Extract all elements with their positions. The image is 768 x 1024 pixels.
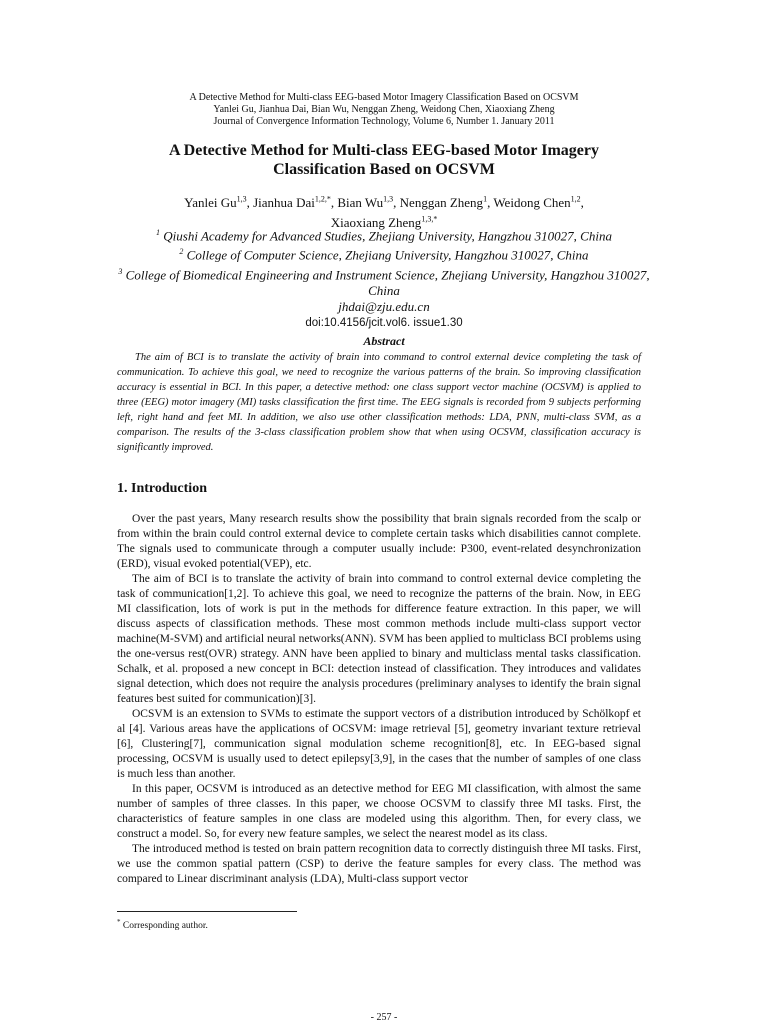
footnote-text: Corresponding author. — [122, 921, 208, 932]
author: Nenggan Zheng$^1$, — [399, 195, 494, 211]
paper-title — [100, 141, 668, 179]
body-paragraph: OCSVM is an extension to SVMs to estimate the support vectors of a distribution introduced by Schölkopf et al [4]. Various areas have the applications of OCSVM: image retrieval [5], geometry invariant texture retrieval [6], Clustering[7], communication signal modulation scheme recognition[8], etc. In EEG-based signal processing, OCSVM is usually used to detect epilepsy[3,9], in the cases that the number of samples of one class is much less than another. — [117, 708, 641, 780]
header-authors: Yanlei Gu, Jianhua Dai, Bian Wu, Nenggan Zheng, Weidong Chen, Xiaoxiang Zheng — [213, 104, 555, 115]
author: Weidong Chen$^{1,2}$, — [493, 195, 584, 211]
body-paragraph: The introduced method is tested on brain pattern recognition data to correctly distinguish three MI tasks. First, we use the common spatial pattern (CSP) to derive the feature samples for every class. The method was compared to Linear discriminant analysis (LDA), Multi-class support vector — [117, 843, 641, 885]
body-paragraph: Over the past years, Many research results show the possibility that brain signals recorded from the scalp or from within the brain could control external device to complete certain tasks which disabilities cannot complete. The signals used to communicate through a computer usually include: P300, event-related desynchronization (ERD), visual evoked potential(VEP), etc. — [117, 513, 641, 570]
affiliation: $^2$ College of Computer Science, Zhejiang University, Hangzhou 310027, China — [179, 247, 589, 263]
body-paragraph: In this paper, OCSVM is introduced as an detective method for EEG MI classification, with almost the same number of samples of three classes. In this paper, we choose OCSVM to classify three MI tasks. First, the characteristics of feature samples in one class are modeled using this algorithm. Then, for every class, we construct a model. So, for every new feature samples, we select the nearest model as its class. — [117, 783, 641, 840]
footnote-divider — [117, 911, 297, 912]
author: Bian Wu$^{1,3}$, — [337, 195, 400, 211]
abstract-heading: Abstract — [363, 334, 405, 348]
author: Jianhua Dai$^{1,2,*}$, — [253, 195, 338, 211]
title-line: A Detective Method for Multi-class EEG-based Motor Imagery — [169, 142, 599, 159]
title-line: Classification Based on OCSVM — [273, 161, 495, 178]
author: Yanlei Gu$^{1,3}$, — [184, 195, 254, 211]
section-heading: 1. Introduction — [117, 481, 207, 496]
doi: doi:10.4156/jcit.vol6. issue1.30 — [305, 316, 463, 329]
body-paragraph: The aim of BCI is to translate the activity of brain into command to control external device completing the task of communication[1,2]. To achieve this goal, we need to recognize the patterns of the brain. Now, in EEG MI classification, lots of work is put in the methods for difference feature extraction. In this paper, we will discuss aspects of classification methods. These most common methods include multi-class support vector machine(M-SVM) and artificial neural networks(ANN). SVM has been applied to multiclass BCI problems using the one-versus rest(OVR) strategy. ANN have been applied to binary and multiclass mental tasks classification. Schalk, et al. proposed a new concept in BCI: detection instead of classification. They introduces and validates signal detection, which does not require the analysis procedures (preliminary analyses to identify the brain signal features best suited for communication)[3]. — [117, 573, 641, 705]
author: Xiaoxiang Zheng$^{1,3,*}$ — [330, 214, 438, 230]
contact-email[interactable]: jhdai@zju.edu.cn — [338, 298, 430, 314]
affiliation: $^3$ College of Biomedical Engineering and Instrument Science, Zhejiang University, Hangzhou 310027, China — [118, 266, 650, 298]
footnote — [117, 918, 208, 931]
running-header — [0, 92, 768, 128]
abstract-text: The aim of BCI is to translate the activity of brain into command to control external device completing the task of communication. To achieve this goal, we need to recognize the various patterns of the brain. So improving classification accuracy is essential in BCI. In this paper, a detective method: one class support vector machine (OCSVM) is applied to three (EEG) motor imagery (MI) tasks classification the first time. The EEG signals is recorded from 9 subjects performing left, right hand and feet MI. In addition, we also use other classification methods: LDA, PNN, multi-class SVM, as a comparison. The results of the 3-class classification problem show that when using OCSVM, classification accuracy is significantly improved. — [117, 352, 641, 453]
section-body — [117, 512, 641, 887]
affiliations — [110, 225, 658, 331]
header-title: A Detective Method for Multi-class EEG-based Motor Imagery Classification Based on OCSVM — [189, 92, 579, 103]
affiliation: $^1$ Qiushi Academy for Advanced Studies, Zhejiang University, Hangzhou 310027, China — [156, 228, 612, 244]
header-journal: Journal of Convergence Information Technology, Volume 6, Number 1. January 2011 — [213, 116, 555, 127]
footnote-mark: * — [117, 918, 121, 926]
page-number: - 257 - — [370, 1012, 398, 1023]
